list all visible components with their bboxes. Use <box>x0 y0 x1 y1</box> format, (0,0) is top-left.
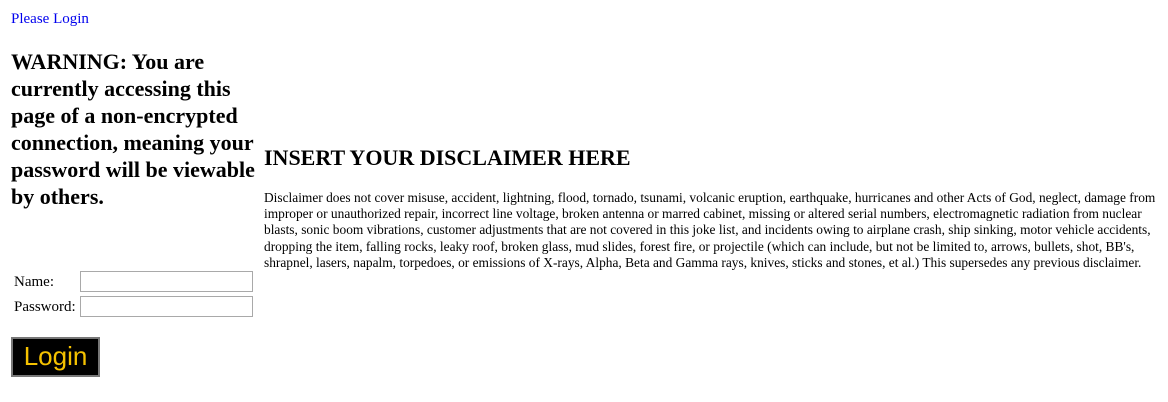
login-form <box>11 268 256 320</box>
password-input-cell <box>79 295 254 318</box>
name-label: Name: <box>14 273 54 290</box>
warning-section <box>11 48 261 210</box>
name-row <box>13 270 254 293</box>
password-label: Password: <box>14 298 76 315</box>
name-input-cell <box>79 270 254 293</box>
disclaimer-section <box>264 144 1159 271</box>
password-input[interactable] <box>80 296 253 317</box>
disclaimer-text: Disclaimer does not cover misuse, accident, lightning, flood, tornado, tsunami, volcanic eruption, earthquake, hurricanes and other Acts of God, neglect, damage from improper or unauthorized repair, incorrect line voltage, broken antenna or marred cabinet, missing or altered serial numbers, electromagnetic radiation from nuclear blasts, sonic boom vibrations, customer adjustments that are not covered in this joke list, and incidents owing to airplane crash, ship sinking, motor vehicle accidents, dropping the item, falling rocks, leaky roof, broken glass, mud slides, forest fire, or projectile (which can include, but not be limited to, arrows, bullets, shot, BB's, shrapnel, lasers, napalm, torpedoes, or emissions of X-rays, Alpha, Beta and Gamma rays, knives, sticks and stones, et al.) This supersedes any previous disclaimer. <box>264 190 1156 270</box>
please-login-link[interactable]: Please Login <box>11 11 89 27</box>
name-input[interactable] <box>80 271 253 292</box>
security-warning: WARNING: You are currently accessing this page of a non-encrypted connection, meaning your password will be viewable by others. <box>11 49 255 209</box>
login-button[interactable]: Login <box>11 337 100 377</box>
password-row <box>13 295 254 318</box>
disclaimer-heading: INSERT YOUR DISCLAIMER HERE <box>264 145 631 170</box>
